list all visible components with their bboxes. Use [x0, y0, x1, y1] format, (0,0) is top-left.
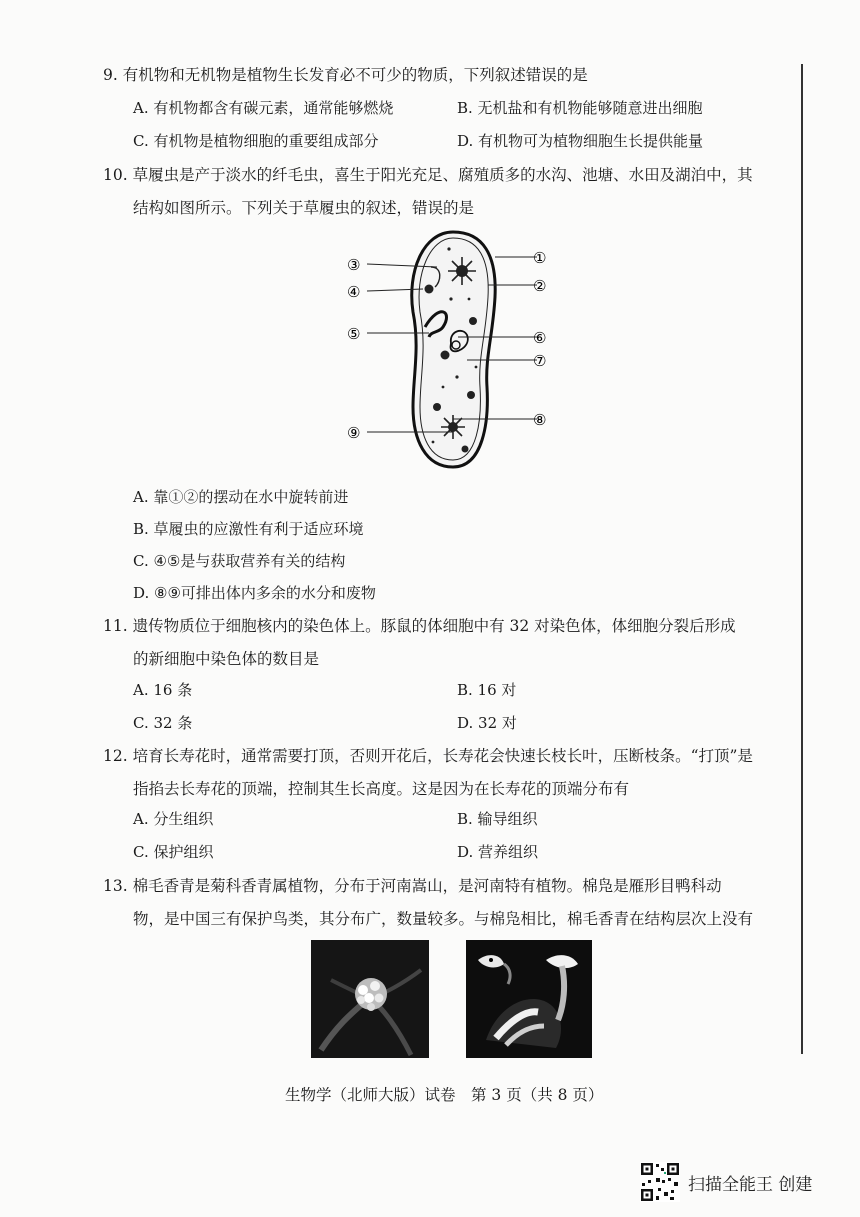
- q11-option-b: B. 16 对: [457, 681, 517, 699]
- label-9: ⑨: [347, 424, 361, 442]
- q10-option-c: C. ④⑤是与获取营养有关的结构: [133, 552, 346, 570]
- label-5: ⑤: [347, 325, 361, 343]
- q10-stem-line2: 结构如图所示。下列关于草履虫的叙述，错误的是: [133, 199, 475, 217]
- page-footer: 生物学（北师大版）试卷 第 3 页（共 8 页）: [285, 1086, 604, 1104]
- scanner-watermark: [640, 1160, 840, 1204]
- q10-option-d: D. ⑧⑨可排出体内多余的水分和废物: [133, 584, 376, 602]
- q10-stem-line1: 10. 草履虫是产于淡水的纤毛虫，喜生于阳光充足、腐殖质多的水沟、池塘、水田及湖泊中，其: [103, 166, 753, 184]
- food-vacuole: [467, 391, 475, 399]
- q11-stem-line1: 11. 遗传物质位于细胞核内的染色体上。豚鼠的体细胞中有 32 对染色体，体细胞分裂后形成: [103, 617, 736, 635]
- q11-option-a: A. 16 条: [133, 681, 193, 699]
- plant-photo: [311, 940, 429, 1058]
- label-3: ③: [347, 256, 361, 274]
- q9-option-a: A. 有机物都含有碳元素，通常能够燃烧: [133, 99, 394, 117]
- q12-stem-line2: 指掐去长寿花的顶端，控制其生长高度。这是因为在长寿花的顶端分布有: [133, 780, 630, 798]
- q9-stem: 9. 有机物和无机物是植物生长发育必不可少的物质，下列叙述错误的是: [103, 66, 588, 84]
- label-4: ④: [347, 283, 361, 301]
- qr-code-icon: [640, 1162, 680, 1202]
- label-2: ②: [533, 277, 547, 295]
- label-8: ⑧: [533, 411, 547, 429]
- q9-option-b: B. 无机盐和有机物能够随意进出细胞: [457, 99, 703, 117]
- contractile-vacuole-top: [448, 257, 476, 285]
- q9-option-c: C. 有机物是植物细胞的重要组成部分: [133, 132, 379, 150]
- paramecium-diagram: [345, 227, 560, 472]
- label-6: ⑥: [533, 329, 547, 347]
- q12-stem-line1: 12. 培育长寿花时，通常需要打顶，否则开花后，长寿花会快速长枝长叶，压断枝条。“打顶”是: [103, 747, 753, 765]
- label-7: ⑦: [533, 352, 547, 370]
- food-vacuole: [469, 317, 477, 325]
- q11-option-d: D. 32 对: [457, 714, 517, 732]
- q11-option-c: C. 32 条: [133, 714, 193, 732]
- q10-option-b: B. 草履虫的应激性有利于适应环境: [133, 520, 364, 538]
- q12-option-a: A. 分生组织: [133, 810, 214, 828]
- q12-option-c: C. 保护组织: [133, 843, 214, 861]
- bird-photo: [466, 940, 592, 1058]
- q10-option-a: A. 靠①②的摆动在水中旋转前进: [133, 488, 349, 506]
- q13-stem-line1: 13. 棉毛香青是菊科香青属植物，分布于河南嵩山，是河南特有植物。棉凫是雁形目鸭科动: [103, 877, 722, 895]
- food-vacuole: [441, 351, 450, 360]
- q12-option-b: B. 输导组织: [457, 810, 538, 828]
- page-margin-rule: [801, 64, 803, 1054]
- q11-stem-line2: 的新细胞中染色体的数目是: [133, 650, 320, 668]
- food-vacuole: [425, 285, 434, 294]
- q13-stem-line2: 物，是中国三有保护鸟类，其分布广，数量较多。与棉凫相比，棉毛香青在结构层次上没有: [133, 910, 754, 928]
- q9-option-d: D. 有机物可为植物细胞生长提供能量: [457, 132, 704, 150]
- q12-option-d: D. 营养组织: [457, 843, 539, 861]
- watermark-text: 扫描全能王 创建: [688, 1174, 813, 1195]
- food-vacuole: [433, 403, 441, 411]
- label-1: ①: [533, 249, 547, 267]
- food-vacuole: [462, 446, 469, 453]
